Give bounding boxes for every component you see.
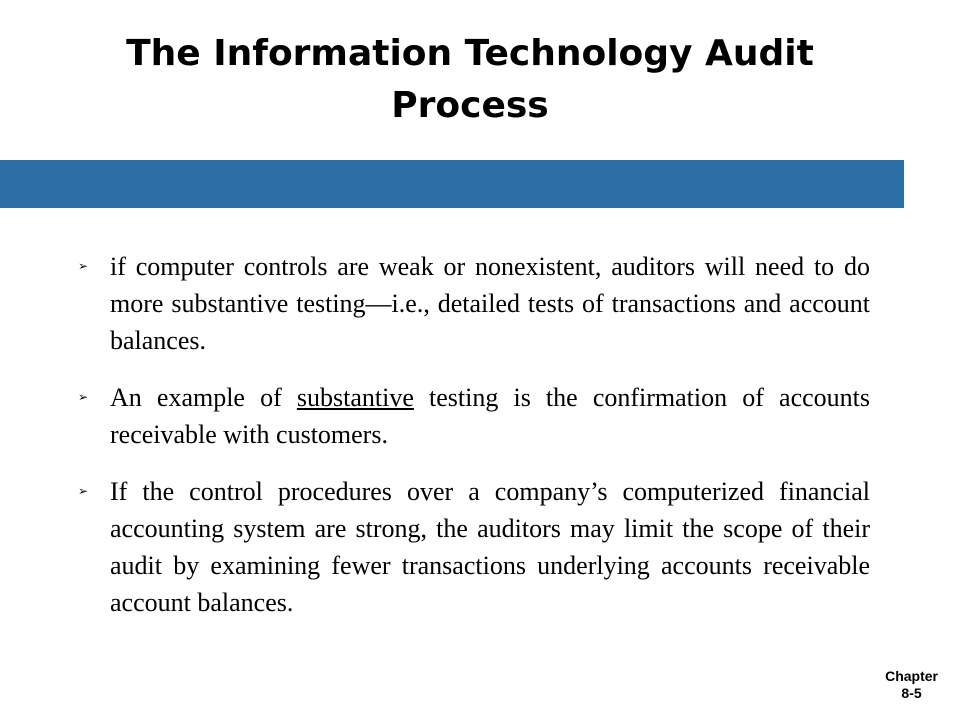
bullet-text-after: testing is the confirmation of accounts receivable with customers. bbox=[110, 383, 870, 449]
bullet-item bbox=[78, 248, 870, 359]
bullet-item bbox=[78, 473, 870, 621]
bullet-text-before: An example of bbox=[110, 383, 297, 412]
arrowhead-bullet-icon: ➢ bbox=[78, 259, 89, 273]
chapter-label-line-2: 8-5 bbox=[901, 685, 922, 701]
slide-title-line-1: The Information Technology Audit bbox=[126, 33, 814, 74]
title-accent-band bbox=[0, 160, 904, 208]
chapter-label-line-1: Chapter bbox=[885, 668, 938, 684]
bullet-list bbox=[78, 248, 870, 641]
bullet-item bbox=[78, 379, 870, 453]
chapter-label bbox=[885, 668, 938, 702]
bullet-text: If the control procedures over a company’s computerized financial accounting system are strong, the auditors may limit the scope of their audit by examining fewer transactions underlying accounts receivable account balances. bbox=[110, 477, 870, 617]
slide-title-line-2: Process bbox=[391, 85, 549, 126]
bullet-text-underlined: substantive bbox=[296, 383, 414, 412]
arrowhead-bullet-icon: ➢ bbox=[78, 390, 89, 404]
arrowhead-bullet-icon: ➢ bbox=[78, 484, 89, 498]
bullet-text: if computer controls are weak or nonexistent, auditors will need to do more substantive testing—i.e., detailed tests of transactions and account balances. bbox=[110, 252, 870, 355]
slide-title bbox=[60, 28, 880, 132]
